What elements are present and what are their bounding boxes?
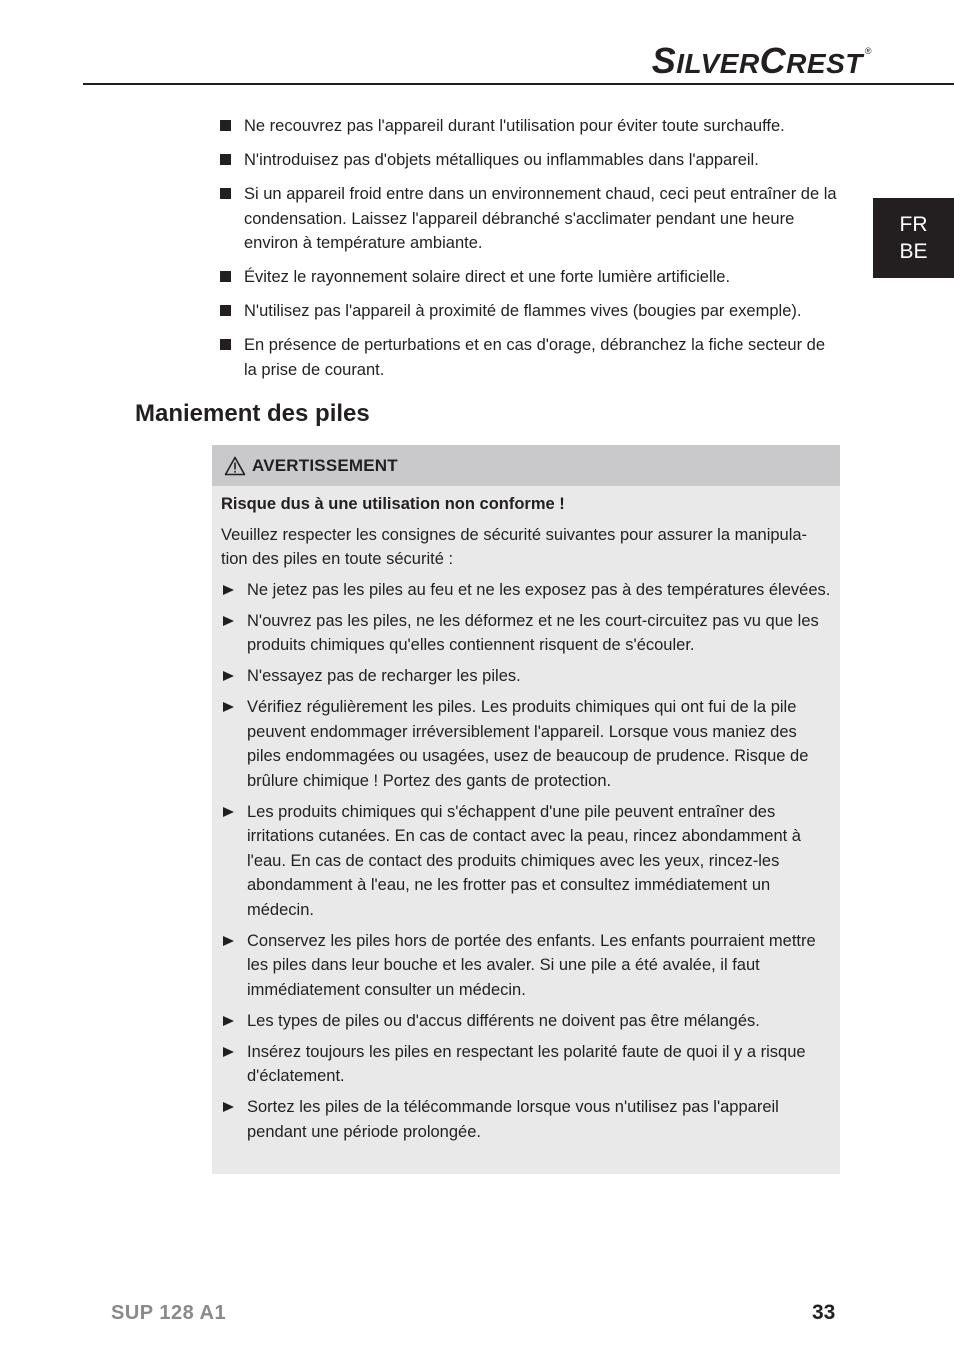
square-bullet-icon [220, 188, 231, 199]
warning-header [212, 445, 840, 486]
list-item [221, 800, 831, 923]
list-item [221, 578, 831, 603]
list-item [221, 1009, 831, 1034]
list-item-text: Insérez toujours les piles en respectant les polarité faute de quoi il y a risque d'éclatement. [247, 1042, 806, 1085]
list-item [221, 1095, 831, 1144]
list-item [221, 929, 831, 1003]
warning-intro: Veuillez respecter les consignes de sécurité suivantes pour assurer la manipula-tion des piles en toute sécurité : [221, 525, 808, 568]
list-item-text: Les types de piles ou d'accus différents ne doivent pas être mélangés. [247, 1011, 760, 1030]
list-item-text: N'introduisez pas d'objets métalliques ou inflammables dans l'appareil. [244, 151, 759, 169]
arrow-bullet-icon [223, 671, 234, 681]
list-item [221, 664, 831, 689]
list-item-text: N'essayez pas de recharger les piles. [247, 667, 521, 685]
list-item-text: Sortez les piles de la télécommande lorsque vous n'utilisez pas l'appareil pendant une période prolongée. [247, 1098, 779, 1141]
list-item [221, 695, 831, 793]
list-item-text: Ne recouvrez pas l'appareil durant l'utilisation pour éviter toute surchauffe. [244, 117, 785, 135]
warning-list [221, 578, 831, 1145]
arrow-bullet-icon [223, 807, 234, 817]
warning-box [212, 445, 840, 1174]
arrow-bullet-icon [223, 1047, 234, 1057]
list-item [218, 299, 840, 324]
footer-model-number: SUP 128 A1 [111, 1302, 227, 1324]
brand-letter-s: S [651, 40, 677, 81]
arrow-bullet-icon [223, 585, 234, 595]
list-item-text: Conservez les piles hors de portée des enfants. Les enfants pourraient mettre les piles dans leur bouche et les avaler. Si une pile a été avalée, il faut immédiatement consulter un médecin. [247, 931, 816, 999]
list-item [218, 148, 840, 173]
list-item-text: Les produits chimiques qui s'échappent d'une pile peuvent entraîner des irritations cutanées. En cas de contact avec la peau, rincez abondamment à l'eau. En cas de contact des produits chimiques avec les yeux, rincez-les abondamment à l'eau, ne les frotter pas et consultez immédiatement un médecin. [247, 802, 801, 919]
warning-body [212, 486, 840, 1144]
list-item [218, 333, 840, 382]
header-rule [83, 83, 954, 85]
arrow-bullet-icon [223, 1016, 234, 1026]
list-item-text: Évitez le rayonnement solaire direct et une forte lumière artificielle. [244, 268, 731, 286]
list-item-text: Si un appareil froid entre dans un environnement chaud, ceci peut entraîner de la condensation. Laissez l'appareil débranché s'acclimater pendant une heure environ à température ambiante. [244, 185, 837, 252]
brand-letters-rest: REST [786, 48, 863, 79]
square-bullet-icon [220, 271, 231, 282]
list-item-text: Ne jetez pas les piles au feu et ne les exposez pas à des températures élevées. [247, 580, 831, 599]
list-item-text: N'ouvrez pas les piles, ne les déformez et ne les court-circuitez pas vu que les produits chimiques qu'elles contiennent risquent de s'écouler. [247, 611, 819, 654]
arrow-bullet-icon [223, 616, 234, 626]
arrow-bullet-icon [223, 936, 234, 946]
list-item [218, 265, 840, 290]
language-tab-fr: FR [899, 213, 928, 236]
warning-triangle-icon [224, 456, 246, 476]
arrow-bullet-icon [223, 1102, 234, 1112]
safety-list [218, 114, 840, 392]
language-tab [873, 198, 954, 278]
list-item [218, 182, 840, 256]
list-item [218, 114, 840, 139]
square-bullet-icon [220, 120, 231, 131]
warning-subtitle: Risque dus à une utilisation non conforme ! [221, 495, 565, 513]
square-bullet-icon [220, 154, 231, 165]
list-item [221, 1040, 831, 1089]
registered-mark: ® [864, 46, 872, 56]
square-bullet-icon [220, 339, 231, 350]
footer-page-number: 33 [812, 1301, 836, 1324]
arrow-bullet-icon [223, 702, 234, 712]
language-tab-be: BE [899, 240, 928, 263]
brand-letter-c: C [759, 40, 787, 81]
brand-letters-ilver: ILVER [676, 48, 760, 79]
square-bullet-icon [220, 305, 231, 316]
list-item-text: Vérifiez régulièrement les piles. Les produits chimiques qui ont fui de la pile peuvent endommager irréversiblement l'appareil. Lorsque vous maniez des piles endommagées ou usagées, usez de beaucoup de prudence. Risque de brûlure chimique ! Portez des gants de protection. [247, 698, 809, 790]
section-title: Maniement des piles [135, 400, 370, 427]
brand-logo [652, 40, 872, 82]
list-item [221, 609, 831, 658]
list-item-text: N'utilisez pas l'appareil à proximité de flammes vives (bougies par exemple). [244, 302, 802, 320]
list-item-text: En présence de perturbations et en cas d'orage, débranchez la fiche secteur de la prise de courant. [244, 336, 826, 379]
warning-title: AVERTISSEMENT [252, 455, 398, 475]
